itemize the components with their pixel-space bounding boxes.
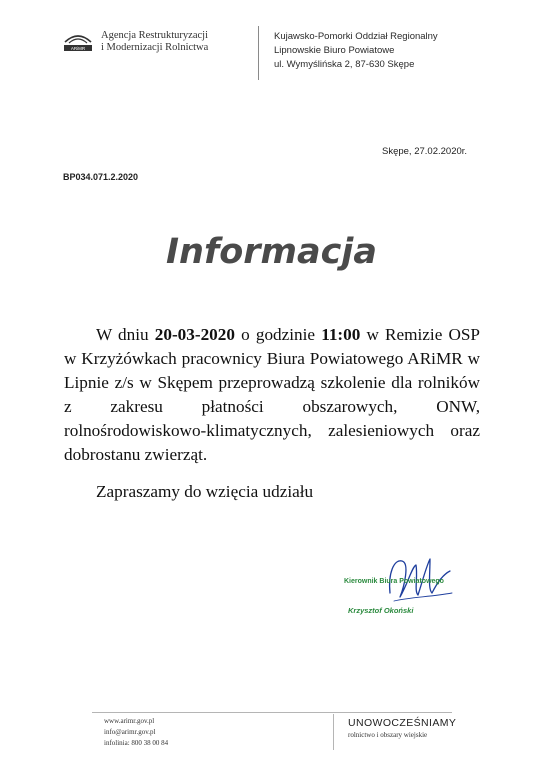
agency-name-line1: Agencja Restrukturyzacji <box>101 30 208 41</box>
body-text-1: W dniu <box>96 325 155 344</box>
logo-text: ARiMR <box>70 46 86 51</box>
footer-hotline: infolinia: 800 38 00 84 <box>104 739 169 747</box>
footer-divider <box>333 714 334 750</box>
stamp-name: Krzysztof Okoński <box>348 606 414 615</box>
office-line2: Lipnowskie Biuro Powiatowe <box>274 45 395 56</box>
footer-email: info@arimr.gov.pl <box>104 728 156 736</box>
office-address <box>274 30 438 72</box>
slogan-main: UNOWOCZEŚNIAMY <box>348 717 457 729</box>
body-paragraph <box>64 323 480 467</box>
header-divider <box>258 26 259 80</box>
event-date: 20-03-2020 <box>154 325 235 344</box>
footer-slogan <box>348 717 456 739</box>
stamp-title: Kierownik Biura Powiatowego <box>344 578 444 585</box>
agency-name <box>101 30 208 54</box>
footer-website: www.arimr.gov.pl <box>104 717 155 725</box>
body-text-3: w Remizie OSP w Krzyżówkach pracownicy Biura Powiatowego ARiMR w Lipnie z/s w Skępem przeprowadzą szkolenie dla rolników z zakresu płatności obszarowych, ONW, rolnośrodowiskowo-klimatycznych, zalesieniowych oraz dobrostanu zwierząt. <box>64 325 480 464</box>
agency-name-line2: i Modernizacji Rolnictwa <box>101 42 209 53</box>
body-text-2: o godzinie <box>234 325 322 344</box>
event-time: 11:00 <box>321 325 361 344</box>
reference-number: BP034.071.2.2020 <box>63 172 139 182</box>
place-date: Skępe, 27.02.2020r. <box>382 146 468 157</box>
slogan-sub: rolnictwo i obszary wiejskie <box>348 731 428 739</box>
office-line3: ul. Wymyślińska 2, 87-630 Skępe <box>274 59 415 70</box>
footer-contact <box>104 716 168 749</box>
footer-rule <box>92 712 452 713</box>
document-title: Informacja <box>166 232 377 272</box>
office-line1: Kujawsko-Pomorki Oddział Regionalny <box>274 31 438 42</box>
invitation-text: Zapraszamy do wzięcia udziału <box>96 482 314 501</box>
arimr-logo-icon <box>63 29 93 53</box>
